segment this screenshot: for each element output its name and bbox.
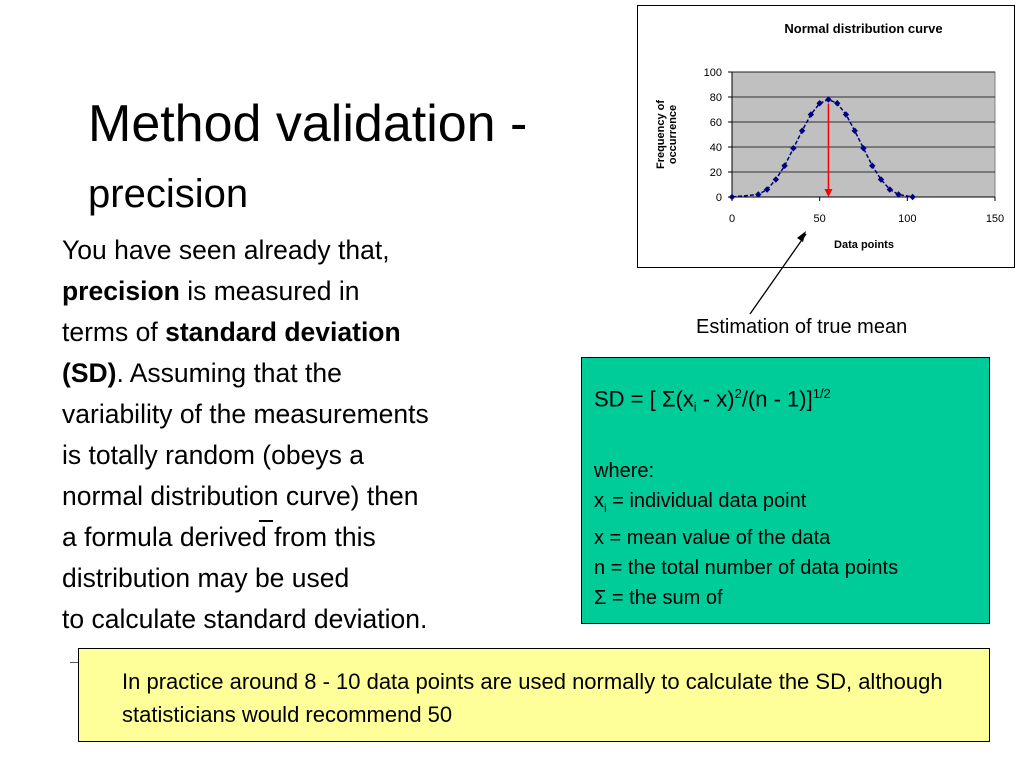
definition-sigma: Σ = the sum of [594,587,723,609]
body-line: variability of the measurements [62,399,429,429]
chart-svg [638,6,1013,266]
x-tick-label: 100 [898,213,917,225]
mean-caption: Estimation of true mean [696,316,908,338]
practice-note-box [78,648,990,742]
body-line: to calculate standard deviation. [62,604,428,634]
where-label: where: [594,460,655,482]
formula-part: /(n - 1)] [741,386,813,412]
body-line: distribution may be used [62,563,350,593]
definition-subscript: i [604,501,607,515]
normal-distribution-chart [637,5,1015,268]
definition-xi [594,486,898,523]
slide-subtitle: precision [88,172,249,216]
body-line: is measured in [179,276,360,306]
body-line: terms of [62,317,166,347]
mean-overbar [259,520,273,522]
formula-part: SD = [ Σ(x [594,386,694,412]
body-line: is totally random (obeys a [62,440,364,470]
decorative-dash [70,662,78,663]
y-tick-label: 60 [709,117,722,129]
formula-superscript: 1/2 [812,386,831,401]
body-line: You have seen already that, [62,235,390,265]
y-tick-label: 80 [709,92,722,104]
sd-formula-box [581,357,990,624]
formula-subscript: i [693,399,697,415]
definition-n: n = the total number of data points [594,557,899,579]
body-paragraph [62,230,552,640]
sd-term: standard deviation [165,317,401,347]
definitions-list [594,456,898,613]
formula-part: - x) [696,386,735,412]
chart-title: Normal distribution curve [784,21,943,36]
x-axis-label: Data points [834,239,894,251]
x-tick-label: 50 [813,213,826,225]
y-axis-label: Frequency ofoccurrence [655,99,679,170]
y-tick-label: 0 [715,192,722,204]
plot-area [732,72,995,197]
sd-abbrev: (SD) [62,358,117,388]
practice-note: In practice around 8 - 10 data points are used normally to calculate the SD, although statisticians would recommend 50 [122,669,943,727]
body-line: normal distribution curve) then [62,481,419,511]
precision-term: precision [62,276,180,306]
body-line: a formula derived from this [62,522,376,552]
definition-symbol: x [594,490,604,512]
sd-formula [594,386,831,415]
x-tick-label: 150 [985,213,1005,225]
definition-x: x = mean value of the data [594,527,831,549]
formula-superscript: 2 [734,386,742,401]
y-tick-label: 40 [709,142,722,154]
definition-text: = individual data point [606,490,807,512]
body-line: . Assuming that the [116,358,342,388]
slide-title: Method validation - [88,95,528,153]
x-tick-label: 0 [728,213,736,225]
y-tick-label: 100 [703,67,722,79]
y-tick-label: 20 [709,167,722,179]
